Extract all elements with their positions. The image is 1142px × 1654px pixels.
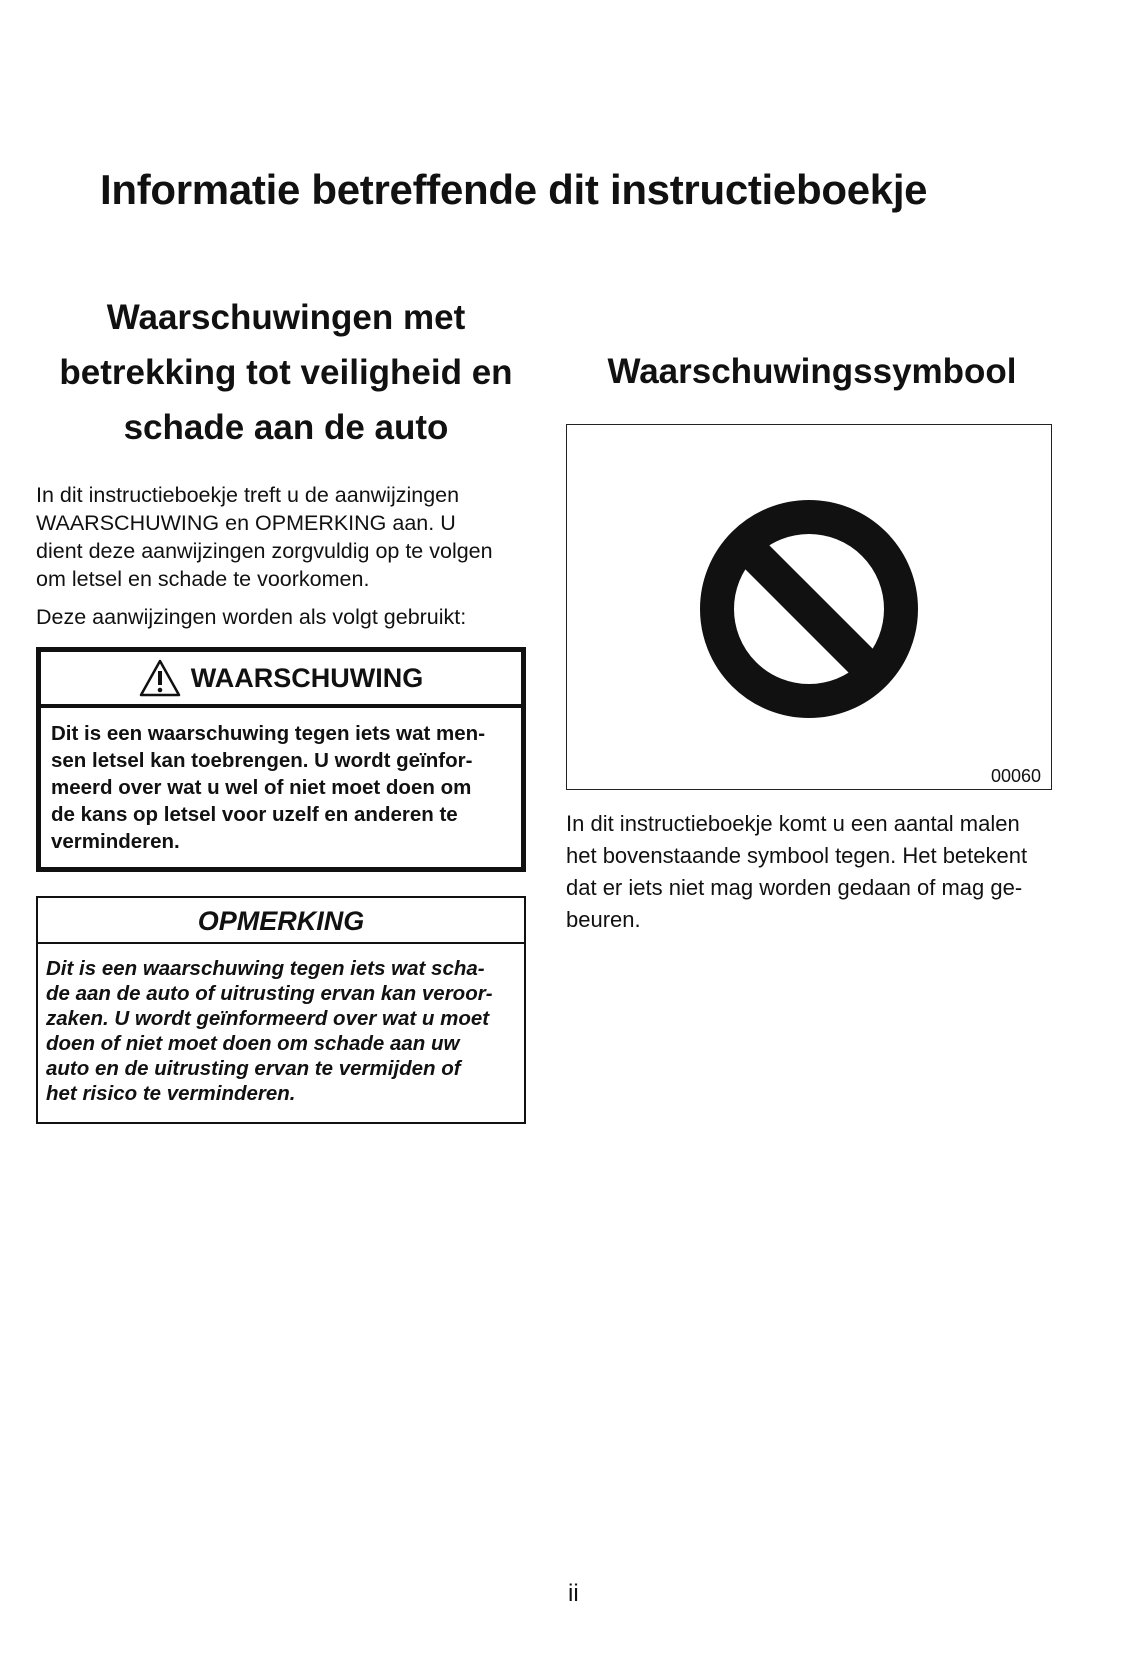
note-line: de aan de auto of uitrusting ervan kan veroor- (46, 982, 493, 1005)
left-column (36, 290, 536, 1124)
intro-line: om letsel en schade te voorkomen. (36, 567, 370, 591)
heading-line: betrekking tot veiligheid en (59, 353, 513, 392)
intro-paragraph (36, 481, 536, 593)
page-title: Informatie betreffende dit instructieboekje (100, 166, 928, 213)
symbol-line: In dit instructieboekje komt u een aantal malen (566, 811, 1020, 836)
note-text (38, 944, 524, 1122)
intro-line: dient deze aanwijzingen zorgvuldig op te volgen (36, 539, 493, 563)
warning-header (41, 652, 521, 708)
safety-warnings-heading (36, 290, 536, 455)
symbol-line: dat er iets niet mag worden gedaan of mag ge- (566, 875, 1023, 900)
warning-line: Dit is een waarschuwing tegen iets wat men- (51, 722, 486, 745)
prohibition-icon (699, 499, 919, 719)
note-title: OPMERKING (38, 898, 524, 944)
warning-line: verminderen. (51, 830, 180, 853)
warning-box (36, 647, 526, 872)
heading-line: schade aan de auto (123, 408, 449, 447)
warning-line: meerd over wat u wel of niet moet doen om (51, 776, 472, 799)
warning-line: sen letsel kan toebrengen. U wordt geïnfor- (51, 749, 473, 772)
symbol-line: het bovenstaande symbool tegen. Het betekent (566, 843, 1028, 868)
right-column (566, 350, 1058, 936)
symbol-heading: Waarschuwingssymbool (607, 352, 1017, 391)
usage-paragraph: Deze aanwijzingen worden als volgt gebruikt: (36, 605, 467, 629)
note-line: doen of niet moet doen om schade aan uw (46, 1032, 460, 1055)
warning-text (41, 708, 521, 867)
note-line: auto en de uitrusting ervan te vermijden of (46, 1057, 461, 1080)
heading-line: Waarschuwingen met (106, 298, 466, 337)
symbol-line: beuren. (566, 907, 641, 932)
note-box (36, 896, 526, 1124)
intro-line: In dit instructieboekje treft u de aanwijzingen (36, 483, 460, 507)
figure-code: 00060 (990, 766, 1041, 786)
warning-title: WAARSCHUWING (190, 662, 424, 693)
symbol-figure (566, 424, 1052, 790)
note-line: het risico te verminderen. (46, 1082, 296, 1105)
intro-line: WAARSCHUWING en OPMERKING aan. U (36, 511, 456, 535)
page-number: ii (568, 1580, 579, 1607)
note-line: Dit is een waarschuwing tegen iets wat scha- (46, 957, 485, 980)
note-line: zaken. U wordt geïnformeerd over wat u moet (46, 1007, 490, 1030)
warning-line: de kans op letsel voor uzelf en anderen te (51, 803, 458, 826)
symbol-paragraph (566, 808, 1058, 936)
warning-triangle-icon (139, 659, 181, 697)
